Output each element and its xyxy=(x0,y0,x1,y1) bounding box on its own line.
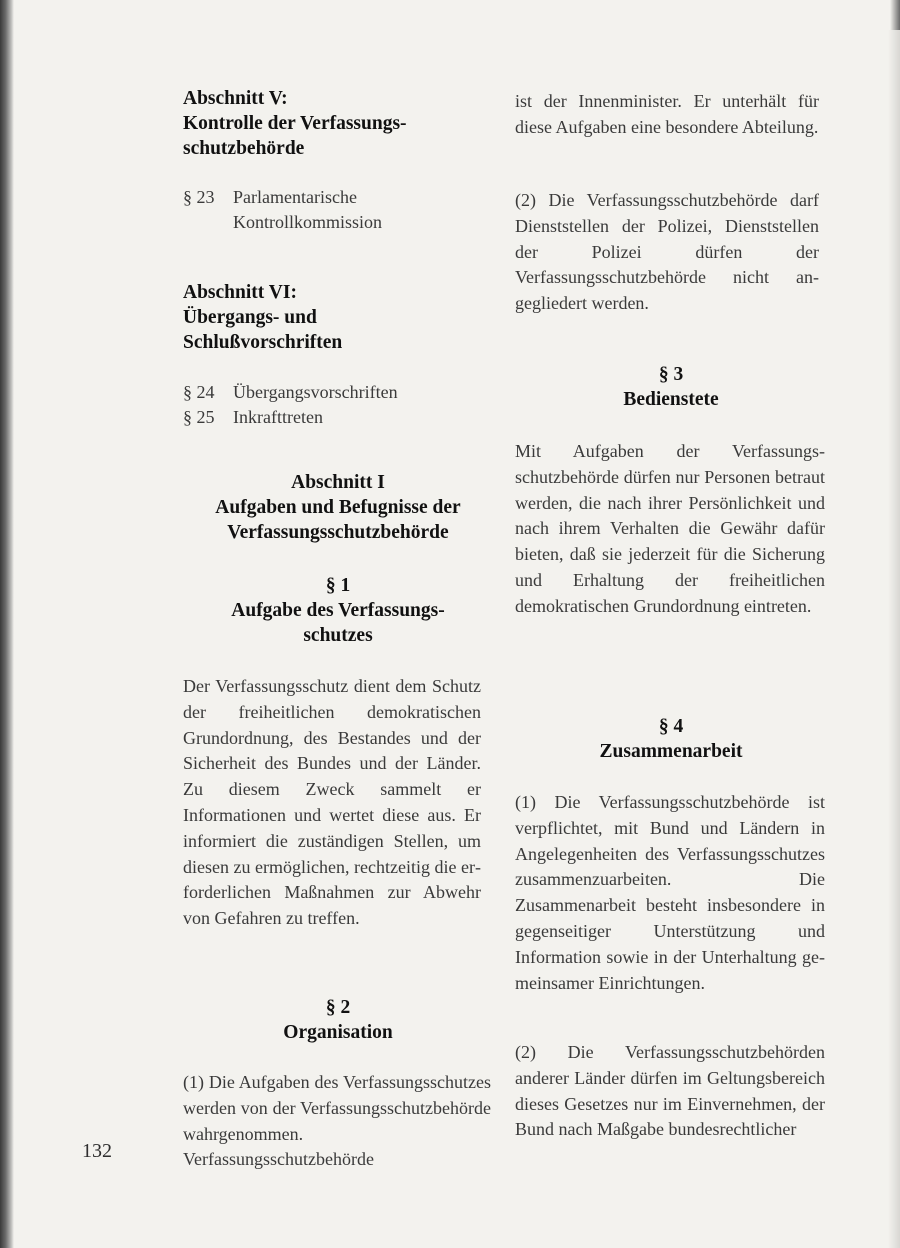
para4-heading: § 4 Zusammenarbeit xyxy=(599,716,743,762)
para3-text: Mit Aufgaben der Verfassungsschutzbehörde dürfen nur Personen betraut werden, die nach ihrer Persönlichkeit und nach ihrem Verhalten die Gewähr dafür bieten, daß sie jederzeit für die Sicherung und Erhaltung der freiheitlichen demokratischen Grundordnung eintreten. xyxy=(515,441,825,616)
para3-heading: § 3 Bedienstete xyxy=(623,364,719,410)
toc-entry-25: § 25 Inkrafttreten xyxy=(183,407,323,427)
section1-heading: Abschnitt I Aufgaben und Befugnisse der Verfassungsschutzbehörde xyxy=(215,472,461,543)
scan-shadow-right xyxy=(888,30,900,1248)
para1-text: Der Verfassungsschutz dient dem Schutz der freiheitlichen demokratischen Grundordnung, des Bestandes und der Sicherheit des Bundes und der Länder. Zu diesem Zweck sammelt er Informationen und wertet diese aus. Er informiert die zuständigen Stellen, um diesen zu ermöglichen, rechtzeitig die erforderlichen Maßnahmen zur Abwehr von Gefahren zu treffen. xyxy=(183,676,481,929)
para2-abs1-right: ist der Innenminister. Er unterhält für diese Aufgaben eine besondere Abteilung. xyxy=(515,91,819,137)
toc-section5-heading: Abschnitt V: Kontrolle der Verfassungs- schutzbehörde xyxy=(183,88,407,159)
para2-abs2: (2) Die Verfassungsschutzbehörde darf Dienststellen der Polizei, Dienststellen der Polizei dürfen der Verfassungsschutzbehörde nicht angegliedert werden. xyxy=(515,190,819,314)
scan-shadow-top-right xyxy=(890,0,900,30)
scan-shadow-left xyxy=(0,0,14,1248)
para2-abs1-left: (1) Die Aufgaben des Verfassungsschutzes werden von der Verfassungsschutzbehörde wahrgenommen. Verfassungsschutzbehörde xyxy=(183,1072,491,1170)
toc-entry-23: § 23 Parlamentarische Kontrollkommission xyxy=(183,187,383,232)
para4-abs2: (2) Die Verfassungsschutzbehörden anderer Länder dürfen im Geltungsbereich dieses Gesetzes nur im Einvernehmen, der Bund nach Maßgabe bundesrechtlicher xyxy=(515,1042,825,1140)
page-number: 132 xyxy=(82,1140,112,1162)
para1-heading: § 1 Aufgabe des Verfassungs- schutzes xyxy=(231,575,445,646)
toc-entry-24: § 24 Übergangsvorschriften xyxy=(183,382,398,402)
para4-abs1: (1) Die Verfassungsschutzbehörde ist verpflichtet, mit Bund und Ländern in Angelegenheiten des Verfassungsschutzes zusammenzuarbeiten. Die Zusammenarbeit besteht insbesondere in gegenseitiger Unterstützung und Information sowie in der Unterhaltung gemeinsamer Einrichtungen. xyxy=(515,792,825,993)
toc-section6-heading: Abschnitt VI: Übergangs- und Schlußvorschriften xyxy=(183,282,343,353)
para2-heading: § 2 Organisation xyxy=(283,997,393,1043)
